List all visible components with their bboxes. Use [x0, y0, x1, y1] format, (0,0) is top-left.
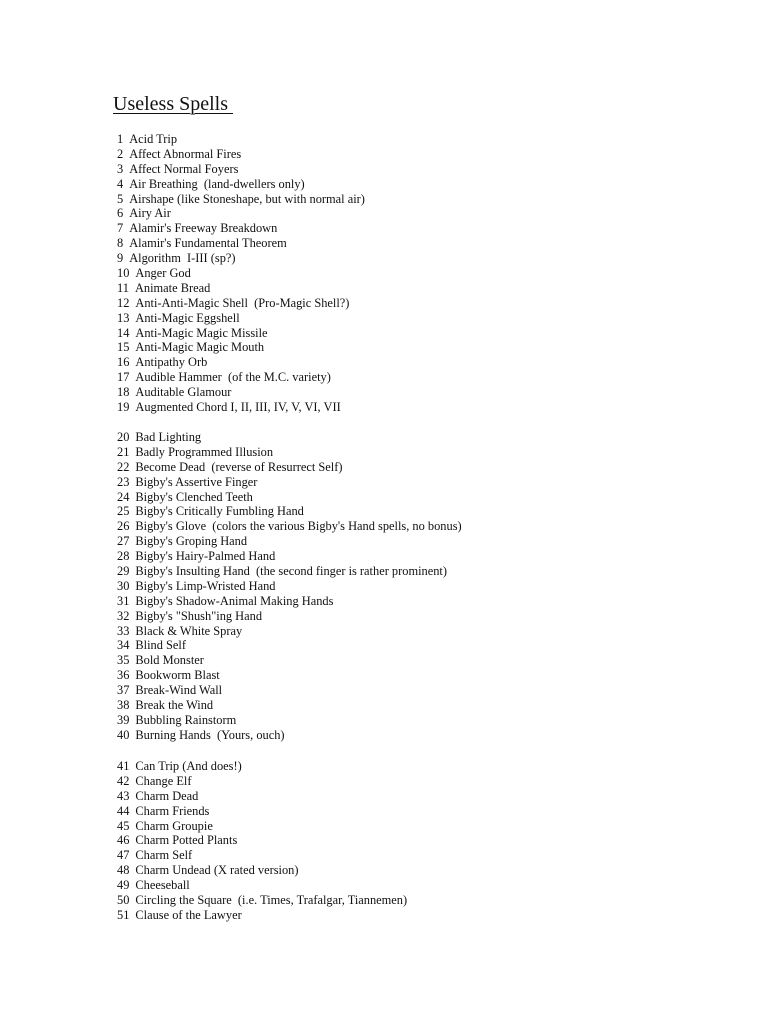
item-number: 49 [117, 878, 130, 893]
item-number: 21 [117, 444, 130, 459]
list-item [117, 132, 365, 147]
item-number: 40 [117, 727, 130, 742]
item-text: Bold Monster [135, 653, 204, 668]
item-number: 34 [117, 638, 130, 653]
item-number: 38 [117, 698, 130, 713]
list-item [117, 594, 462, 609]
item-number: 12 [117, 295, 130, 310]
item-number: 14 [117, 325, 130, 340]
item-number: 5 [117, 191, 124, 206]
item-text: Airshape (like Stoneshape, but with normal air) [129, 191, 365, 206]
item-text: Bigby's Limp-Wristed Hand [135, 578, 276, 593]
item-text: Air Breathing (land-dwellers only) [129, 176, 305, 191]
list-item [117, 519, 462, 534]
item-text: Bookworm Blast [135, 668, 220, 683]
spell-list-group-1 [117, 132, 365, 415]
list-item [117, 624, 462, 639]
item-number: 28 [117, 549, 130, 564]
item-number: 45 [117, 818, 130, 833]
item-number: 13 [117, 310, 130, 325]
list-item [117, 893, 407, 908]
item-text: Alamir's Fundamental Theorem [129, 236, 287, 251]
item-number: 19 [117, 400, 130, 415]
item-number: 32 [117, 608, 130, 623]
item-number: 20 [117, 430, 130, 444]
list-item [117, 638, 462, 653]
item-text: Charm Groupie [135, 818, 213, 833]
item-text: Bigby's Hairy-Palmed Hand [135, 549, 276, 564]
item-text: Algorithm I-III (sp?) [129, 251, 236, 266]
list-item [117, 296, 365, 311]
list-item [117, 564, 462, 579]
item-text: Burning Hands (Yours, ouch) [135, 727, 285, 742]
item-text: Augmented Chord I, II, III, IV, V, VI, VII [135, 400, 341, 415]
list-item [117, 236, 365, 251]
list-item [117, 804, 407, 819]
item-text: Bigby's Critically Fumbling Hand [135, 504, 304, 519]
item-text: Bigby's Glove (colors the various Bigby's Hand spells, no bonus) [135, 519, 462, 534]
item-number: 44 [117, 803, 130, 818]
item-number: 41 [117, 759, 130, 773]
item-number: 23 [117, 474, 130, 489]
item-number: 8 [117, 236, 124, 251]
item-number: 35 [117, 653, 130, 668]
item-number: 31 [117, 593, 130, 608]
list-item [117, 192, 365, 207]
item-number: 3 [117, 161, 124, 176]
list-item [117, 340, 365, 355]
item-text: Break-Wind Wall [135, 683, 223, 698]
item-number: 37 [117, 683, 130, 698]
item-number: 7 [117, 221, 124, 236]
item-number: 30 [117, 578, 130, 593]
item-number: 16 [117, 355, 130, 370]
item-text: Airy Air [129, 206, 171, 221]
list-item [117, 908, 407, 923]
item-text: Bigby's Groping Hand [135, 534, 248, 549]
item-text: Affect Normal Foyers [129, 161, 239, 176]
item-text: Circling the Square (i.e. Times, Trafalgar, Tiannemen) [135, 893, 408, 908]
item-number: 10 [117, 266, 130, 281]
item-text: Black & White Spray [135, 623, 243, 638]
item-text: Clause of the Lawyer [135, 907, 242, 922]
item-number: 39 [117, 712, 130, 727]
item-text: Become Dead (reverse of Resurrect Self) [135, 459, 343, 474]
item-number: 1 [117, 132, 124, 146]
list-item [117, 819, 407, 834]
item-number: 6 [117, 206, 124, 221]
list-item [117, 326, 365, 341]
list-item [117, 609, 462, 624]
list-item [117, 668, 462, 683]
list-item [117, 863, 407, 878]
item-number: 2 [117, 146, 124, 161]
item-text: Cheeseball [135, 878, 190, 893]
item-number: 48 [117, 863, 130, 878]
page-title: Useless Spells [113, 93, 233, 115]
list-item [117, 385, 365, 400]
list-item [117, 475, 462, 490]
list-item [117, 281, 365, 296]
spell-list-group-2 [117, 430, 462, 743]
item-number: 24 [117, 489, 130, 504]
item-number: 15 [117, 340, 130, 355]
item-text: Charm Undead (X rated version) [135, 863, 299, 878]
list-item [117, 490, 462, 505]
list-item [117, 833, 407, 848]
item-text: Bigby's Insulting Hand (the second finger is rather prominent) [135, 564, 447, 579]
item-text: Bigby's "Shush"ing Hand [135, 608, 263, 623]
list-item [117, 355, 365, 370]
item-number: 26 [117, 519, 130, 534]
list-item [117, 221, 365, 236]
item-text: Bad Lighting [135, 430, 202, 444]
item-number: 17 [117, 370, 130, 385]
item-number: 33 [117, 623, 130, 638]
item-text: Antipathy Orb [135, 355, 208, 370]
item-text: Bigby's Clenched Teeth [135, 489, 253, 504]
list-item [117, 774, 407, 789]
item-number: 29 [117, 564, 130, 579]
item-number: 43 [117, 788, 130, 803]
item-number: 27 [117, 534, 130, 549]
item-text: Bigby's Shadow-Animal Making Hands [135, 593, 334, 608]
list-item [117, 177, 365, 192]
list-item [117, 579, 462, 594]
item-text: Bigby's Assertive Finger [135, 474, 258, 489]
item-number: 18 [117, 385, 130, 400]
item-text: Auditable Glamour [135, 385, 232, 400]
item-number: 47 [117, 848, 130, 863]
item-number: 25 [117, 504, 130, 519]
item-text: Badly Programmed Illusion [135, 444, 274, 459]
list-item [117, 549, 462, 564]
item-number: 51 [117, 907, 130, 922]
list-item [117, 728, 462, 743]
item-number: 11 [117, 280, 129, 295]
spell-list-group-3 [117, 759, 407, 923]
item-text: Audible Hammer (of the M.C. variety) [135, 370, 331, 385]
list-item [117, 713, 462, 728]
item-number: 50 [117, 893, 130, 908]
item-number: 9 [117, 251, 124, 266]
list-item [117, 162, 365, 177]
item-text: Animate Bread [134, 280, 211, 295]
item-text: Charm Dead [135, 788, 199, 803]
item-text: Anti-Anti-Magic Shell (Pro-Magic Shell?) [135, 295, 350, 310]
list-item [117, 445, 462, 460]
list-item [117, 789, 407, 804]
list-item [117, 534, 462, 549]
item-number: 22 [117, 459, 130, 474]
item-number: 4 [117, 176, 124, 191]
item-text: Anti-Magic Eggshell [135, 310, 240, 325]
item-text: Blind Self [135, 638, 186, 653]
item-text: Break the Wind [135, 698, 214, 713]
list-item [117, 504, 462, 519]
list-item [117, 878, 407, 893]
list-item [117, 653, 462, 668]
item-text: Change Elf [135, 773, 192, 788]
item-text: Anger God [135, 266, 191, 281]
list-item [117, 370, 365, 385]
item-text: Can Trip (And does!) [135, 759, 242, 773]
item-number: 36 [117, 668, 130, 683]
list-item [117, 759, 407, 774]
list-item [117, 206, 365, 221]
item-text: Acid Trip [129, 132, 178, 146]
item-text: Charm Self [135, 848, 193, 863]
list-item [117, 311, 365, 326]
list-item [117, 251, 365, 266]
item-number: 42 [117, 773, 130, 788]
item-text: Affect Abnormal Fires [129, 146, 242, 161]
list-item [117, 698, 462, 713]
list-item [117, 266, 365, 281]
item-text: Anti-Magic Magic Missile [135, 325, 268, 340]
item-text: Alamir's Freeway Breakdown [129, 221, 278, 236]
list-item [117, 683, 462, 698]
list-item [117, 147, 365, 162]
list-item [117, 848, 407, 863]
item-text: Charm Friends [135, 803, 210, 818]
list-item [117, 400, 365, 415]
item-number: 46 [117, 833, 130, 848]
item-text: Anti-Magic Magic Mouth [135, 340, 265, 355]
list-item [117, 430, 462, 445]
list-item [117, 460, 462, 475]
item-text: Bubbling Rainstorm [135, 712, 237, 727]
item-text: Charm Potted Plants [135, 833, 238, 848]
